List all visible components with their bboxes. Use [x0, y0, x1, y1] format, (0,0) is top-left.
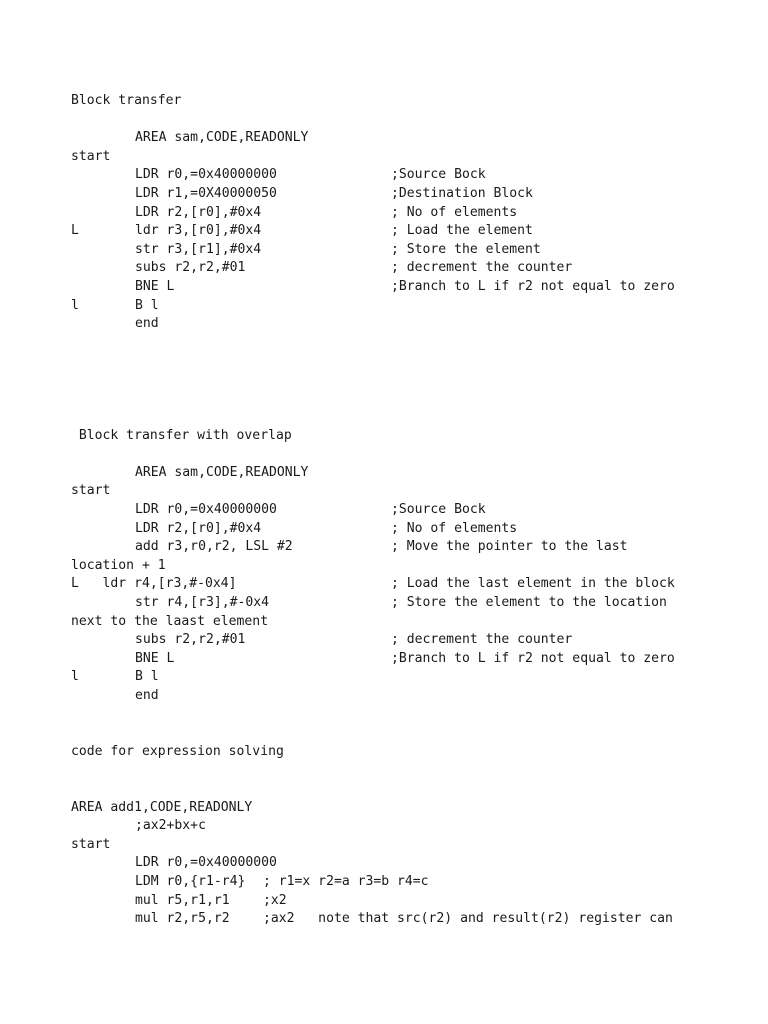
- code-line: [71, 204, 751, 223]
- code-line: [71, 390, 751, 409]
- instruction: str r4,[r3],#-0x4: [135, 595, 270, 611]
- code-line: [71, 185, 751, 204]
- line-label: Block transfer with overlap: [71, 427, 292, 443]
- instruction: add r3,r0,r2, LSL #2: [135, 539, 293, 555]
- comment: ; Store the element to the location: [391, 595, 667, 611]
- instruction: BNE L: [135, 278, 175, 294]
- code-line: [71, 464, 751, 483]
- inline-comment: ;x2: [263, 892, 287, 908]
- instruction: LDR r1,=0X40000050: [135, 185, 277, 201]
- assembly-document: [71, 92, 751, 929]
- instruction: AREA sam,CODE,READONLY: [135, 464, 309, 480]
- code-line: [71, 594, 751, 613]
- instruction: subs r2,r2,#01: [135, 632, 246, 648]
- comment: ; Store the element: [391, 241, 541, 257]
- instruction: ldr r3,[r0],#0x4: [135, 223, 262, 239]
- code-line: [71, 241, 751, 260]
- code-line: [71, 873, 751, 892]
- comment: ;Branch to L if r2 not equal to zero: [391, 278, 675, 294]
- code-line: [71, 575, 751, 594]
- instruction: end: [135, 688, 159, 703]
- line-label: l: [71, 297, 79, 313]
- line-label: location + 1: [71, 557, 166, 573]
- code-line: [71, 278, 751, 297]
- code-line: [71, 706, 751, 725]
- line-label: start: [71, 483, 111, 499]
- code-line: [71, 520, 751, 539]
- code-line: [71, 799, 751, 818]
- instruction: LDM r0,{r1-r4}: [135, 873, 246, 889]
- instruction: mul r5,r1,r1: [135, 892, 230, 908]
- code-line: [71, 910, 751, 929]
- code-line: [71, 92, 751, 111]
- code-line: [71, 297, 751, 316]
- inline-comment: ; r1=x r2=a r3=b r4=c: [263, 873, 429, 889]
- instruction: LDR r2,[r0],#0x4: [135, 204, 262, 220]
- comment: ; No of elements: [391, 204, 518, 220]
- comment: ;Source Bock: [391, 502, 486, 518]
- code-line: [71, 557, 751, 576]
- instruction: LDR r2,[r0],#0x4: [135, 520, 262, 536]
- code-line: [71, 259, 751, 278]
- line-label: start: [71, 148, 111, 164]
- comment: ;Branch to L if r2 not equal to zero: [391, 650, 675, 666]
- code-line: [71, 538, 751, 557]
- comment: ; decrement the counter: [391, 632, 573, 648]
- code-line: [71, 371, 751, 390]
- instruction: BNE L: [135, 650, 175, 666]
- code-line: [71, 613, 751, 632]
- instruction: B l: [135, 669, 159, 685]
- code-line: [71, 501, 751, 520]
- code-line: [71, 445, 751, 464]
- code-line: [71, 129, 751, 148]
- line-label: l: [71, 669, 79, 685]
- instruction: LDR r0,=0x40000000: [135, 855, 277, 871]
- instruction: LDR r0,=0x40000000: [135, 167, 277, 183]
- code-line: [71, 482, 751, 501]
- code-line: [71, 687, 751, 706]
- line-label: next to the laast element: [71, 613, 269, 629]
- code-line: [71, 111, 751, 130]
- instruction: AREA sam,CODE,READONLY: [135, 130, 309, 146]
- code-line: [71, 408, 751, 427]
- comment: ; Move the pointer to the last: [391, 539, 628, 555]
- code-line: [71, 761, 751, 780]
- code-line: [71, 148, 751, 167]
- code-line: [71, 668, 751, 687]
- comment: ; Load the last element in the block: [391, 576, 675, 592]
- code-line: [71, 892, 751, 911]
- line-label: AREA add1,CODE,READONLY: [71, 799, 253, 815]
- inline-comment: ;ax2 note that src(r2) and result(r2) register can: [263, 911, 673, 927]
- code-line: [71, 352, 751, 371]
- instruction: ;ax2+bx+c: [135, 818, 206, 834]
- code-line: [71, 650, 751, 669]
- code-line: [71, 743, 751, 762]
- code-line: [71, 315, 751, 334]
- code-line: [71, 724, 751, 743]
- code-line: [71, 427, 751, 446]
- code-line: [71, 222, 751, 241]
- comment: ; No of elements: [391, 520, 518, 536]
- code-line: [71, 780, 751, 799]
- code-line: [71, 631, 751, 650]
- instruction: B l: [135, 297, 159, 313]
- comment: ;Source Bock: [391, 167, 486, 183]
- code-line: [71, 854, 751, 873]
- code-line: [71, 836, 751, 855]
- code-line: [71, 817, 751, 836]
- instruction: end: [135, 316, 159, 332]
- line-label: L ldr r4,[r3,#-0x4]: [71, 576, 237, 592]
- line-label: Block transfer: [71, 93, 182, 108]
- comment: ; decrement the counter: [391, 260, 573, 276]
- line-label: code for expression solving: [71, 743, 284, 759]
- instruction: str r3,[r1],#0x4: [135, 241, 262, 257]
- comment: ;Destination Block: [391, 185, 533, 201]
- line-label: start: [71, 836, 111, 852]
- code-line: [71, 166, 751, 185]
- comment: ; Load the element: [391, 223, 533, 239]
- line-label: L: [71, 223, 79, 239]
- instruction: mul r2,r5,r2: [135, 911, 230, 927]
- code-line: [71, 334, 751, 353]
- instruction: subs r2,r2,#01: [135, 260, 246, 276]
- instruction: LDR r0,=0x40000000: [135, 502, 277, 518]
